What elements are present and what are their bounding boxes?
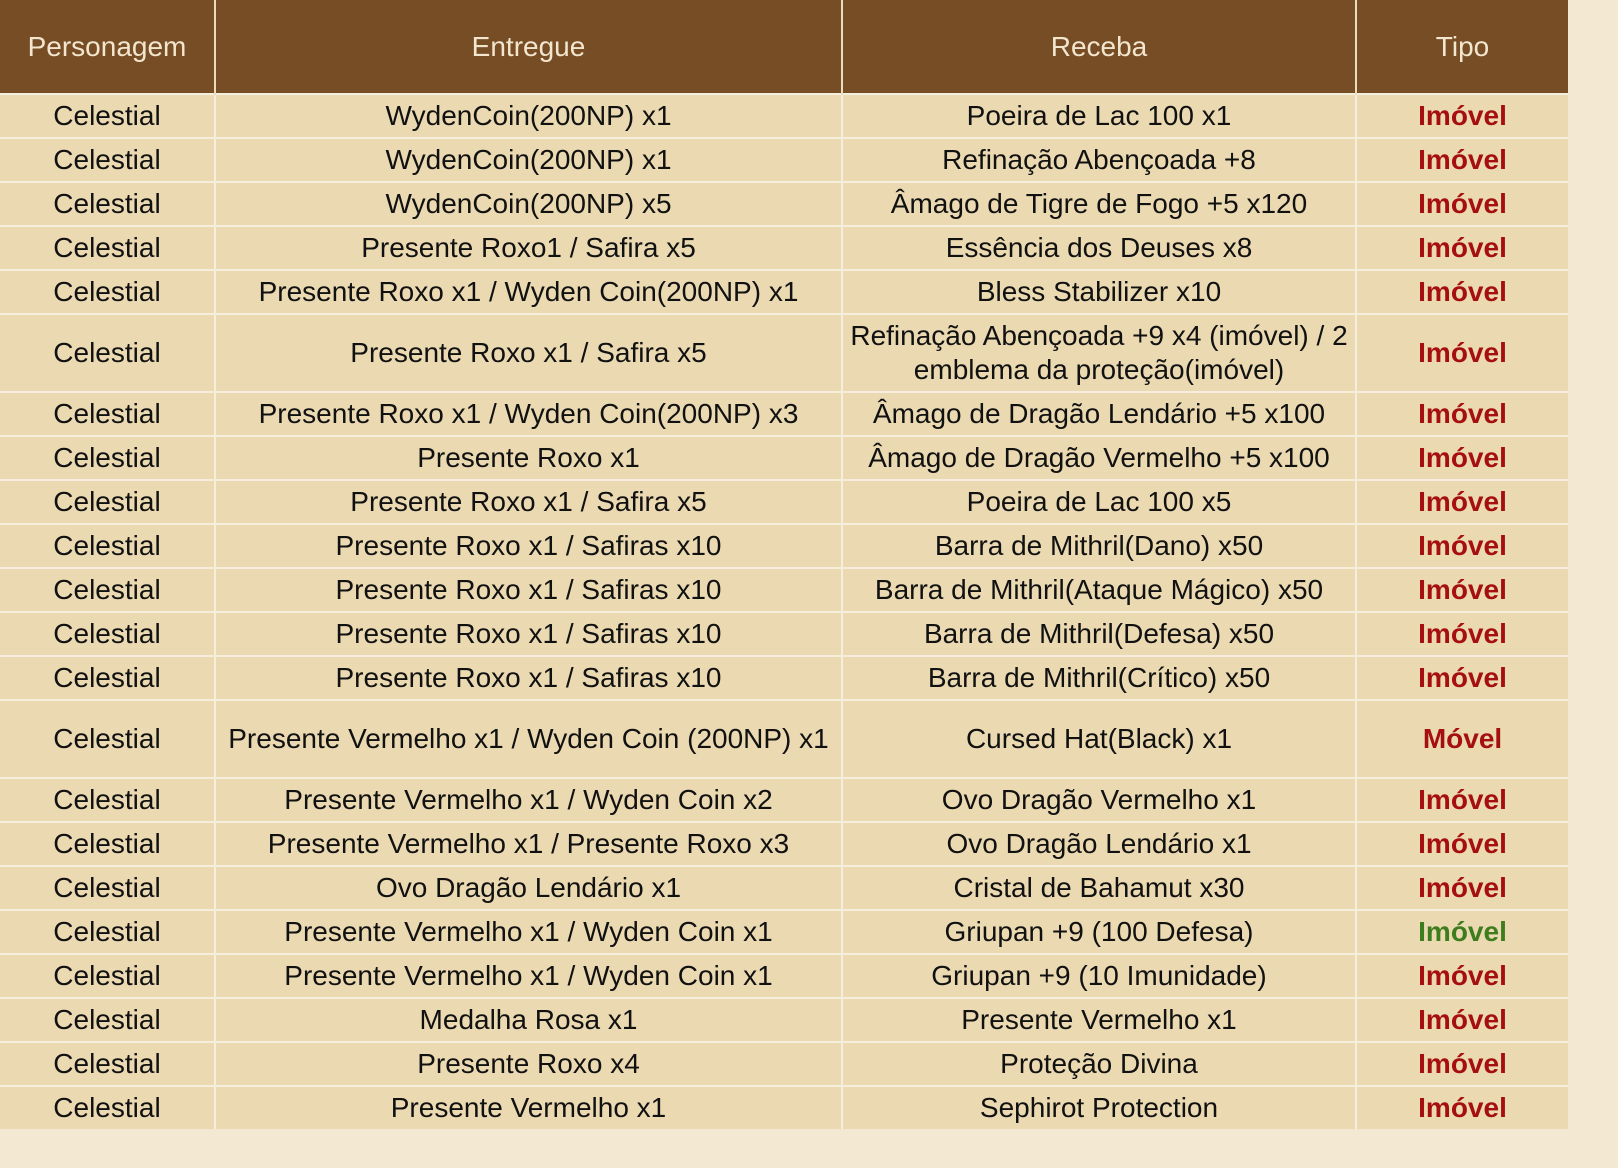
cell-entregue: Presente Roxo x4 bbox=[215, 1042, 842, 1086]
cell-entregue: Presente Vermelho x1 / Wyden Coin (200NP) x1 bbox=[215, 700, 842, 778]
cell-personagem: Celestial bbox=[0, 612, 215, 656]
cell-personagem: Celestial bbox=[0, 700, 215, 778]
cell-entregue: Presente Roxo x1 / Wyden Coin(200NP) x3 bbox=[215, 392, 842, 436]
table-row bbox=[0, 436, 1568, 480]
table-row bbox=[0, 822, 1568, 866]
cell-entregue: Presente Roxo x1 / Safira x5 bbox=[215, 480, 842, 524]
cell-receba: Cursed Hat(Black) x1 bbox=[842, 700, 1356, 778]
table-row bbox=[0, 270, 1568, 314]
table-row bbox=[0, 138, 1568, 182]
cell-receba: Ovo Dragão Vermelho x1 bbox=[842, 778, 1356, 822]
header-receba: Receba bbox=[842, 0, 1356, 94]
header-row bbox=[0, 0, 1568, 94]
cell-tipo: Imóvel bbox=[1356, 998, 1568, 1042]
cell-personagem: Celestial bbox=[0, 1086, 215, 1129]
cell-entregue: Presente Roxo x1 / Wyden Coin(200NP) x1 bbox=[215, 270, 842, 314]
cell-receba: Cristal de Bahamut x30 bbox=[842, 866, 1356, 910]
table-header bbox=[0, 0, 1568, 94]
cell-personagem: Celestial bbox=[0, 1042, 215, 1086]
cell-entregue: Presente Roxo x1 / Safiras x10 bbox=[215, 612, 842, 656]
cell-receba: Barra de Mithril(Defesa) x50 bbox=[842, 612, 1356, 656]
cell-tipo: Imóvel bbox=[1356, 1086, 1568, 1129]
table-row bbox=[0, 392, 1568, 436]
cell-tipo: Imóvel bbox=[1356, 392, 1568, 436]
cell-receba: Bless Stabilizer x10 bbox=[842, 270, 1356, 314]
cell-entregue: Presente Vermelho x1 / Wyden Coin x2 bbox=[215, 778, 842, 822]
cell-receba: Ovo Dragão Lendário x1 bbox=[842, 822, 1356, 866]
cell-entregue: Ovo Dragão Lendário x1 bbox=[215, 866, 842, 910]
cell-receba: Barra de Mithril(Ataque Mágico) x50 bbox=[842, 568, 1356, 612]
cell-personagem: Celestial bbox=[0, 866, 215, 910]
cell-entregue: WydenCoin(200NP) x1 bbox=[215, 94, 842, 138]
cell-tipo: Imóvel bbox=[1356, 822, 1568, 866]
cell-entregue: WydenCoin(200NP) x1 bbox=[215, 138, 842, 182]
cell-tipo: Móvel bbox=[1356, 700, 1568, 778]
table-row bbox=[0, 700, 1568, 778]
cell-entregue: Presente Roxo1 / Safira x5 bbox=[215, 226, 842, 270]
table-row bbox=[0, 1042, 1568, 1086]
table-row bbox=[0, 314, 1568, 392]
table-row bbox=[0, 94, 1568, 138]
table-row bbox=[0, 612, 1568, 656]
cell-entregue: Medalha Rosa x1 bbox=[215, 998, 842, 1042]
cell-personagem: Celestial bbox=[0, 314, 215, 392]
cell-entregue: Presente Roxo x1 / Safiras x10 bbox=[215, 524, 842, 568]
cell-tipo: Imóvel bbox=[1356, 314, 1568, 392]
table-row bbox=[0, 656, 1568, 700]
table-row bbox=[0, 778, 1568, 822]
cell-personagem: Celestial bbox=[0, 480, 215, 524]
cell-tipo: Imóvel bbox=[1356, 568, 1568, 612]
cell-receba: Refinação Abençoada +9 x4 (imóvel) / 2 emblema da proteção(imóvel) bbox=[842, 314, 1356, 392]
cell-personagem: Celestial bbox=[0, 778, 215, 822]
cell-personagem: Celestial bbox=[0, 822, 215, 866]
cell-receba: Âmago de Tigre de Fogo +5 x120 bbox=[842, 182, 1356, 226]
cell-receba: Presente Vermelho x1 bbox=[842, 998, 1356, 1042]
cell-entregue: Presente Vermelho x1 / Wyden Coin x1 bbox=[215, 954, 842, 998]
cell-entregue: Presente Roxo x1 bbox=[215, 436, 842, 480]
cell-receba: Griupan +9 (10 Imunidade) bbox=[842, 954, 1356, 998]
cell-receba: Barra de Mithril(Crítico) x50 bbox=[842, 656, 1356, 700]
cell-entregue: Presente Roxo x1 / Safiras x10 bbox=[215, 656, 842, 700]
cell-entregue: Presente Vermelho x1 / Presente Roxo x3 bbox=[215, 822, 842, 866]
table-row bbox=[0, 1086, 1568, 1129]
header-entregue: Entregue bbox=[215, 0, 842, 94]
table-body bbox=[0, 94, 1568, 1129]
cell-personagem: Celestial bbox=[0, 138, 215, 182]
cell-tipo: Imóvel bbox=[1356, 182, 1568, 226]
table-row bbox=[0, 568, 1568, 612]
cell-tipo: Imóvel bbox=[1356, 524, 1568, 568]
cell-tipo: Imóvel bbox=[1356, 94, 1568, 138]
cell-tipo: Imóvel bbox=[1356, 226, 1568, 270]
cell-receba: Proteção Divina bbox=[842, 1042, 1356, 1086]
cell-personagem: Celestial bbox=[0, 270, 215, 314]
cell-tipo: Imóvel bbox=[1356, 436, 1568, 480]
table-row bbox=[0, 480, 1568, 524]
cell-receba: Poeira de Lac 100 x5 bbox=[842, 480, 1356, 524]
cell-personagem: Celestial bbox=[0, 392, 215, 436]
cell-personagem: Celestial bbox=[0, 94, 215, 138]
table-row bbox=[0, 998, 1568, 1042]
table-row bbox=[0, 226, 1568, 270]
table-row bbox=[0, 954, 1568, 998]
cell-tipo: Imóvel bbox=[1356, 910, 1568, 954]
cell-tipo: Imóvel bbox=[1356, 270, 1568, 314]
header-tipo: Tipo bbox=[1356, 0, 1568, 94]
cell-entregue: Presente Vermelho x1 / Wyden Coin x1 bbox=[215, 910, 842, 954]
cell-entregue: Presente Roxo x1 / Safiras x10 bbox=[215, 568, 842, 612]
cell-tipo: Imóvel bbox=[1356, 866, 1568, 910]
cell-receba: Griupan +9 (100 Defesa) bbox=[842, 910, 1356, 954]
cell-tipo: Imóvel bbox=[1356, 1042, 1568, 1086]
cell-personagem: Celestial bbox=[0, 182, 215, 226]
cell-tipo: Imóvel bbox=[1356, 612, 1568, 656]
table-row bbox=[0, 866, 1568, 910]
cell-receba: Âmago de Dragão Lendário +5 x100 bbox=[842, 392, 1356, 436]
cell-receba: Barra de Mithril(Dano) x50 bbox=[842, 524, 1356, 568]
cell-personagem: Celestial bbox=[0, 954, 215, 998]
cell-entregue: Presente Roxo x1 / Safira x5 bbox=[215, 314, 842, 392]
header-personagem: Personagem bbox=[0, 0, 215, 94]
cell-tipo: Imóvel bbox=[1356, 954, 1568, 998]
cell-entregue: WydenCoin(200NP) x5 bbox=[215, 182, 842, 226]
cell-receba: Sephirot Protection bbox=[842, 1086, 1356, 1129]
cell-entregue: Presente Vermelho x1 bbox=[215, 1086, 842, 1129]
cell-receba: Essência dos Deuses x8 bbox=[842, 226, 1356, 270]
cell-personagem: Celestial bbox=[0, 998, 215, 1042]
cell-personagem: Celestial bbox=[0, 568, 215, 612]
table-row bbox=[0, 910, 1568, 954]
cell-tipo: Imóvel bbox=[1356, 480, 1568, 524]
cell-tipo: Imóvel bbox=[1356, 778, 1568, 822]
cell-tipo: Imóvel bbox=[1356, 138, 1568, 182]
cell-personagem: Celestial bbox=[0, 226, 215, 270]
cell-personagem: Celestial bbox=[0, 524, 215, 568]
cell-personagem: Celestial bbox=[0, 656, 215, 700]
table-row bbox=[0, 524, 1568, 568]
cell-receba: Âmago de Dragão Vermelho +5 x100 bbox=[842, 436, 1356, 480]
cell-tipo: Imóvel bbox=[1356, 656, 1568, 700]
cell-receba: Refinação Abençoada +8 bbox=[842, 138, 1356, 182]
cell-receba: Poeira de Lac 100 x1 bbox=[842, 94, 1356, 138]
table-row bbox=[0, 182, 1568, 226]
cell-personagem: Celestial bbox=[0, 910, 215, 954]
cell-personagem: Celestial bbox=[0, 436, 215, 480]
